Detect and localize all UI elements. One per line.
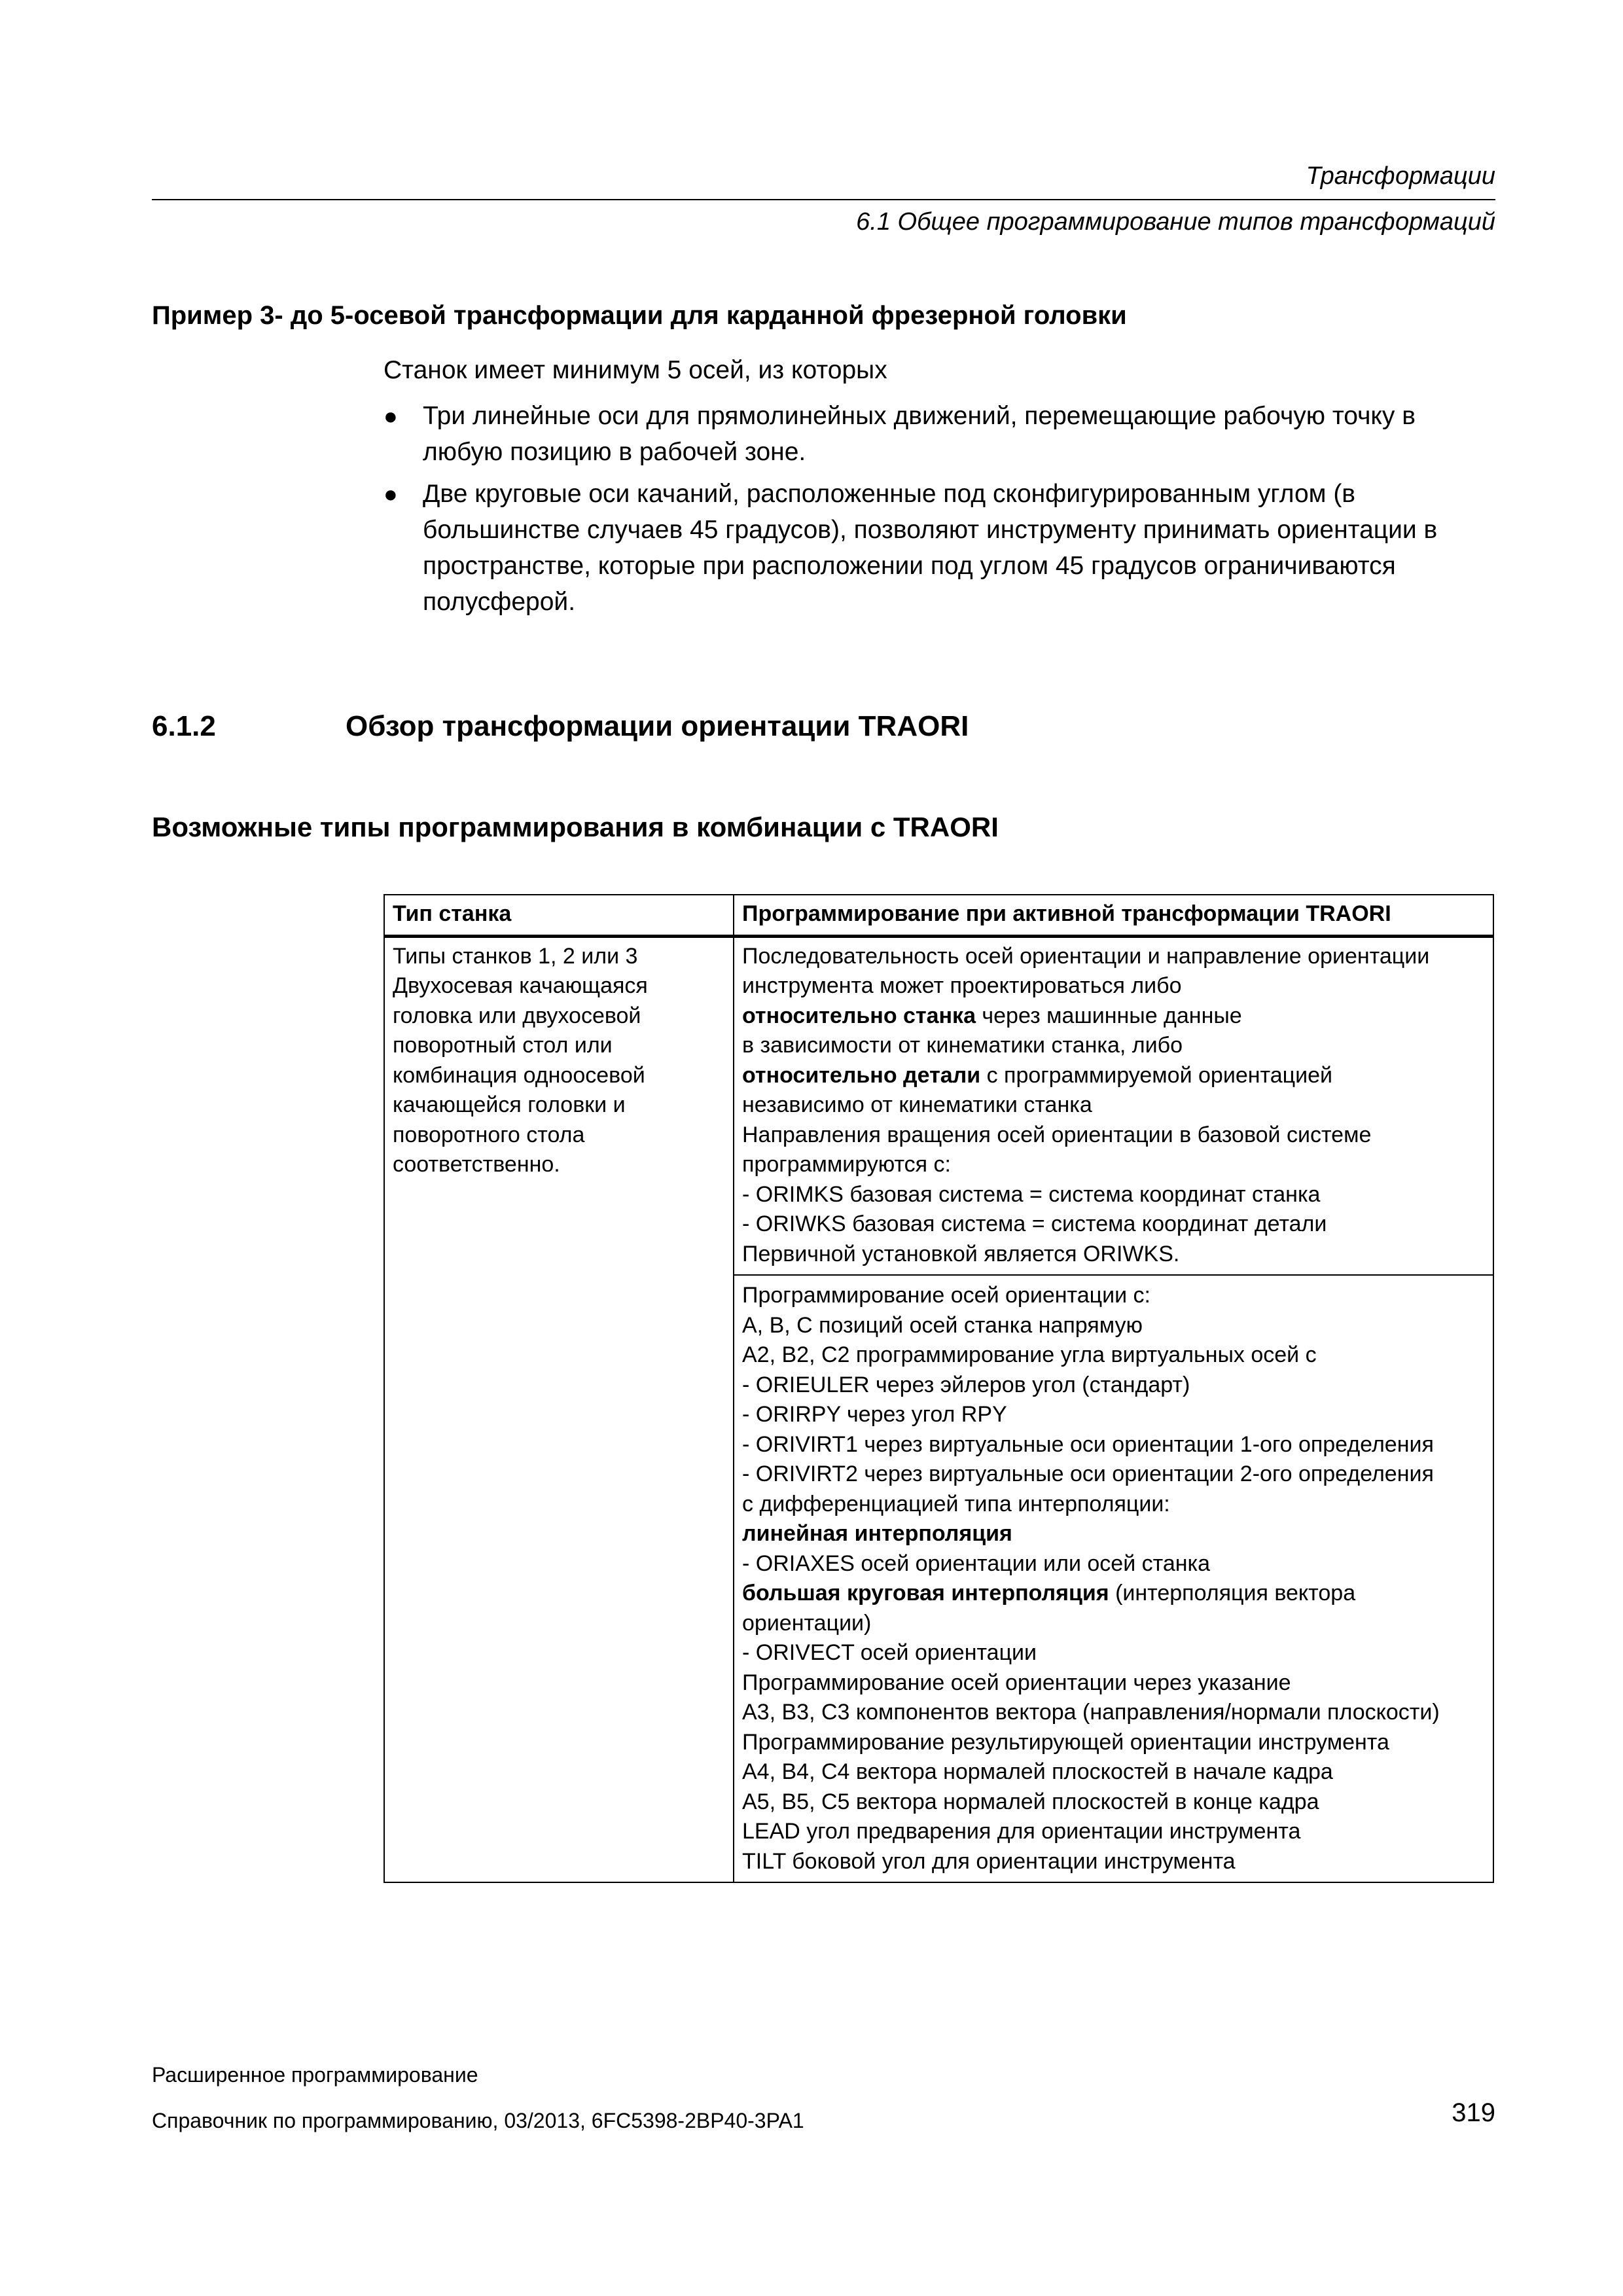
text-line: - ORIVIRT1 через виртуальные оси ориентации 1-ого определения bbox=[742, 1431, 1434, 1457]
cell-divider bbox=[734, 1274, 1493, 1276]
text-line: независимо от кинематики станка bbox=[742, 1092, 1092, 1117]
orientation-definition-block bbox=[742, 942, 1485, 1270]
bullet-text: Три линейные оси для прямолинейных движений, перемещающие рабочую точку в любую позицию в рабочей зоне. bbox=[423, 402, 1416, 466]
header-divider bbox=[152, 199, 1495, 200]
text-line: TILT боковой угол для ориентации инструмента bbox=[742, 1848, 1236, 1874]
machine-type-description: Двухосевая качающаяся головка или двухосевой поворотный стол или комбинация одноосевой качающейся головки и поворотного стола соответственно. bbox=[393, 973, 648, 1177]
bullet-icon: ● bbox=[383, 403, 398, 429]
bullet-text: Две круговые оси качаний, расположенные под сконфигурированным углом (в большинстве случаев 45 градусов), позволяют инструменту принимать ориентации в пространстве, которые при расположении под углом 45 градусов ограничиваются полусферой. bbox=[423, 480, 1438, 616]
example-title: Пример 3- до 5-осевой трансформации для карданной фрезерной головки bbox=[152, 301, 1127, 330]
text-line: - ORIVECT осей ориентации bbox=[742, 1640, 1037, 1665]
text-line bbox=[742, 1061, 1485, 1091]
emphasis: большая круговая интерполяция bbox=[742, 1581, 1109, 1605]
programming-cell bbox=[734, 936, 1493, 1882]
emphasis: относительно детали bbox=[742, 1062, 981, 1088]
text-line: - ORIWKS базовая система = система координат детали bbox=[742, 1211, 1327, 1236]
header-section: 6.1 Общее программирование типов трансформаций bbox=[856, 208, 1495, 236]
emphasis: относительно станка bbox=[742, 1003, 976, 1028]
text-line: Программирование осей ориентации с: bbox=[742, 1283, 1150, 1308]
text-line: Последовательность осей ориентации и направление ориентации инструмента может проектироваться либо bbox=[742, 943, 1430, 998]
text-line bbox=[742, 1001, 1485, 1031]
text-line: A4, B4, C4 вектора нормалей плоскостей в начале кадра bbox=[742, 1759, 1333, 1784]
text-span: с программируемой ориентацией bbox=[980, 1062, 1332, 1088]
machine-type-line: Типы станков 1, 2 или 3 bbox=[393, 943, 638, 969]
table-header-row bbox=[384, 895, 1493, 936]
footer-manual-info: Справочник по программированию, 03/2013, 6FC5398-2BP40-3PA1 bbox=[152, 2109, 804, 2132]
text-line bbox=[742, 1579, 1485, 1638]
subsection-title: Возможные типы программирования в комбинации с TRAORI bbox=[152, 812, 999, 842]
text-line: A, B, C позиций осей станка напрямую bbox=[742, 1312, 1143, 1338]
emphasis: линейная интерполяция bbox=[742, 1521, 1012, 1546]
text-line: Программирование результирующей ориентации инструмента bbox=[742, 1729, 1389, 1755]
bullet-item bbox=[383, 476, 1496, 620]
text-line: - ORIVIRT2 через виртуальные оси ориентации 2-ого определения bbox=[742, 1462, 1434, 1486]
example-intro: Станок имеет минимум 5 осей, из которых bbox=[383, 356, 887, 384]
section-number: 6.1.2 bbox=[152, 710, 216, 742]
text-line: в зависимости от кинематики станка, либо bbox=[742, 1033, 1183, 1058]
section-title: Обзор трансформации ориентации TRAORI bbox=[346, 710, 969, 742]
column-header-programming: Программирование при активной трансформации TRAORI bbox=[734, 895, 1493, 936]
footer-book-title: Расширенное программирование bbox=[152, 2063, 478, 2087]
text-line: - ORIEULER через эйлеров угол (стандарт) bbox=[742, 1372, 1190, 1397]
bullet-item bbox=[383, 398, 1496, 470]
text-line: A2, B2, C2 программирование угла виртуальных осей с bbox=[742, 1342, 1317, 1367]
text-line: A5, B5, C5 вектора нормалей плоскостей в конце кадра bbox=[742, 1789, 1319, 1814]
text-line: Программирование осей ориентации через указание bbox=[742, 1670, 1291, 1695]
text-line: LEAD угол предварения для ориентации инструмента bbox=[742, 1819, 1301, 1844]
machine-type-cell bbox=[384, 936, 734, 1882]
table-row bbox=[384, 936, 1493, 1882]
orientation-axes-block bbox=[742, 1281, 1485, 1876]
text-line: A3, B3, C3 компонентов вектора (направления/нормали плоскости) bbox=[742, 1700, 1440, 1725]
text-span: через машинные данные bbox=[975, 1003, 1242, 1028]
text-line: - ORIMKS базовая система = система координат станка bbox=[742, 1181, 1321, 1207]
text-line: - ORIAXES осей ориентации или осей станка bbox=[742, 1551, 1211, 1576]
column-header-machine-type: Тип станка bbox=[384, 895, 734, 936]
header-chapter: Трансформации bbox=[1306, 162, 1495, 190]
text-span: (интерполяция вектора ориентации) bbox=[742, 1581, 1356, 1636]
text-line: - ORIRPY через угол RPY bbox=[742, 1402, 1007, 1427]
programming-types-table bbox=[383, 894, 1494, 1883]
text-line: Первичной установкой является ORIWKS. bbox=[742, 1241, 1180, 1266]
page-number: 319 bbox=[1452, 2098, 1495, 2127]
text-line: с дифференциацией типа интерполяции: bbox=[742, 1491, 1170, 1516]
bullet-icon: ● bbox=[383, 480, 398, 507]
text-line: Направления вращения осей ориентации в базовой системе программируются с: bbox=[742, 1122, 1372, 1177]
